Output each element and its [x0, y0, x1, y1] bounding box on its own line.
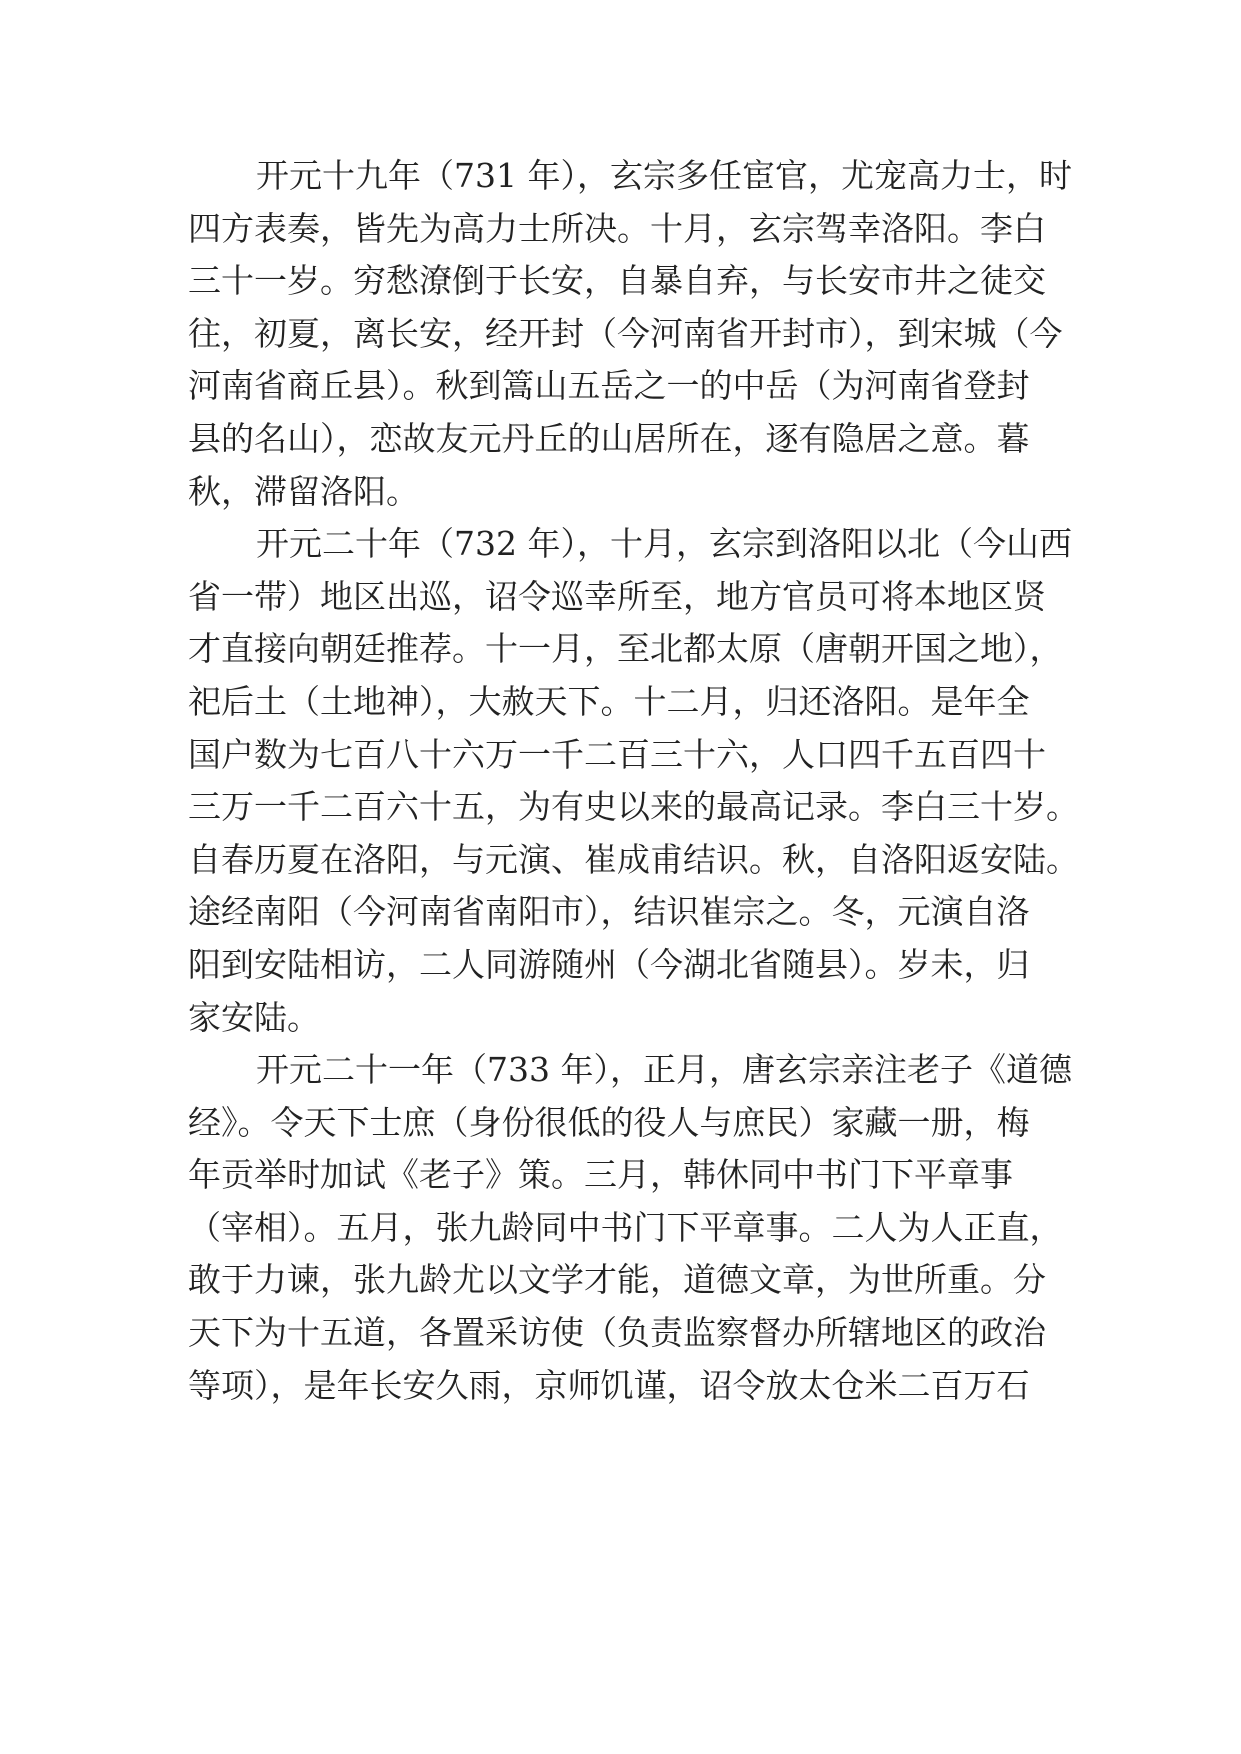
text-line: 国户数为七百八十六万一千二百三十六，人口四千五百四十: [188, 734, 1046, 774]
text-line: 三万一千二百六十五，为有史以来的最高记录。李白三十岁。: [188, 787, 1079, 827]
text-line: 开元二十年（732 年），十月，玄宗到洛阳以北（今山西: [256, 524, 1072, 564]
text-line: 县的名山），恋故友元丹丘的山居所在，逐有隐居之意。暮: [188, 418, 1030, 458]
text-line: 阳到安陆相访，二人同游随州（今湖北省随县）。岁未，归: [188, 944, 1030, 984]
text-line: 途经南阳（今河南省南阳市），结识崔宗之。冬，元演自洛: [188, 892, 1030, 932]
text-line: 家安陆。: [188, 997, 320, 1037]
text-line: （宰相）。五月，张九龄同中书门下平章事。二人为人正直，: [188, 1207, 1063, 1247]
text-line: 四方表奏，皆先为高力士所决。十月，玄宗驾幸洛阳。李白: [188, 208, 1046, 248]
text-line: 经》。令天下士庶（身份很低的役人与庶民）家藏一册，梅: [188, 1102, 1030, 1142]
text-line: 祀后土（土地神），大赦天下。十二月，归还洛阳。是年全: [188, 681, 1030, 721]
text-line: 省一带）地区出巡，诏令巡幸所至，地方官员可将本地区贤: [188, 576, 1046, 616]
text-line: 天下为十五道，各置采访使（负责监察督办所辖地区的政治: [188, 1313, 1046, 1353]
text-line: 开元十九年（731 年），玄宗多任宦官，尤宠高力士，时: [256, 156, 1072, 195]
text-line: 秋，滞留洛阳。: [188, 471, 419, 511]
text-line: 才直接向朝廷推荐。十一月，至北都太原（唐朝开国之地），: [188, 629, 1063, 669]
text-line: 等项），是年长安久雨，京师饥谨，诏令放太仓米二百万石: [188, 1365, 1030, 1405]
paragraph-1: [188, 150, 1072, 518]
text-line: 自春历夏在洛阳，与元演、崔成甫结识。秋，自洛阳返安陆。: [188, 839, 1079, 879]
text-line: 三十一岁。穷愁潦倒于长安，自暴自弃，与长安市井之徒交: [188, 261, 1046, 301]
text-line: 开元二十一年（733 年），正月，唐玄宗亲注老子《道德: [256, 1050, 1072, 1090]
text-line: 敢于力谏，张九龄尤以文学才能，道德文章，为世所重。分: [188, 1260, 1046, 1300]
text-line: 往，初夏，离长安，经开封（今河南省开封市），到宋城（今: [188, 313, 1063, 353]
text-line: 河南省商丘县）。秋到篙山五岳之一的中岳（为河南省登封: [188, 366, 1030, 406]
text-line: 年贡举时加试《老子》策。三月，韩休同中书门下平章事: [188, 1155, 1013, 1195]
document-body: [188, 150, 1079, 1412]
paragraph-2: [188, 518, 1079, 1044]
paragraph-3: [188, 1044, 1072, 1412]
